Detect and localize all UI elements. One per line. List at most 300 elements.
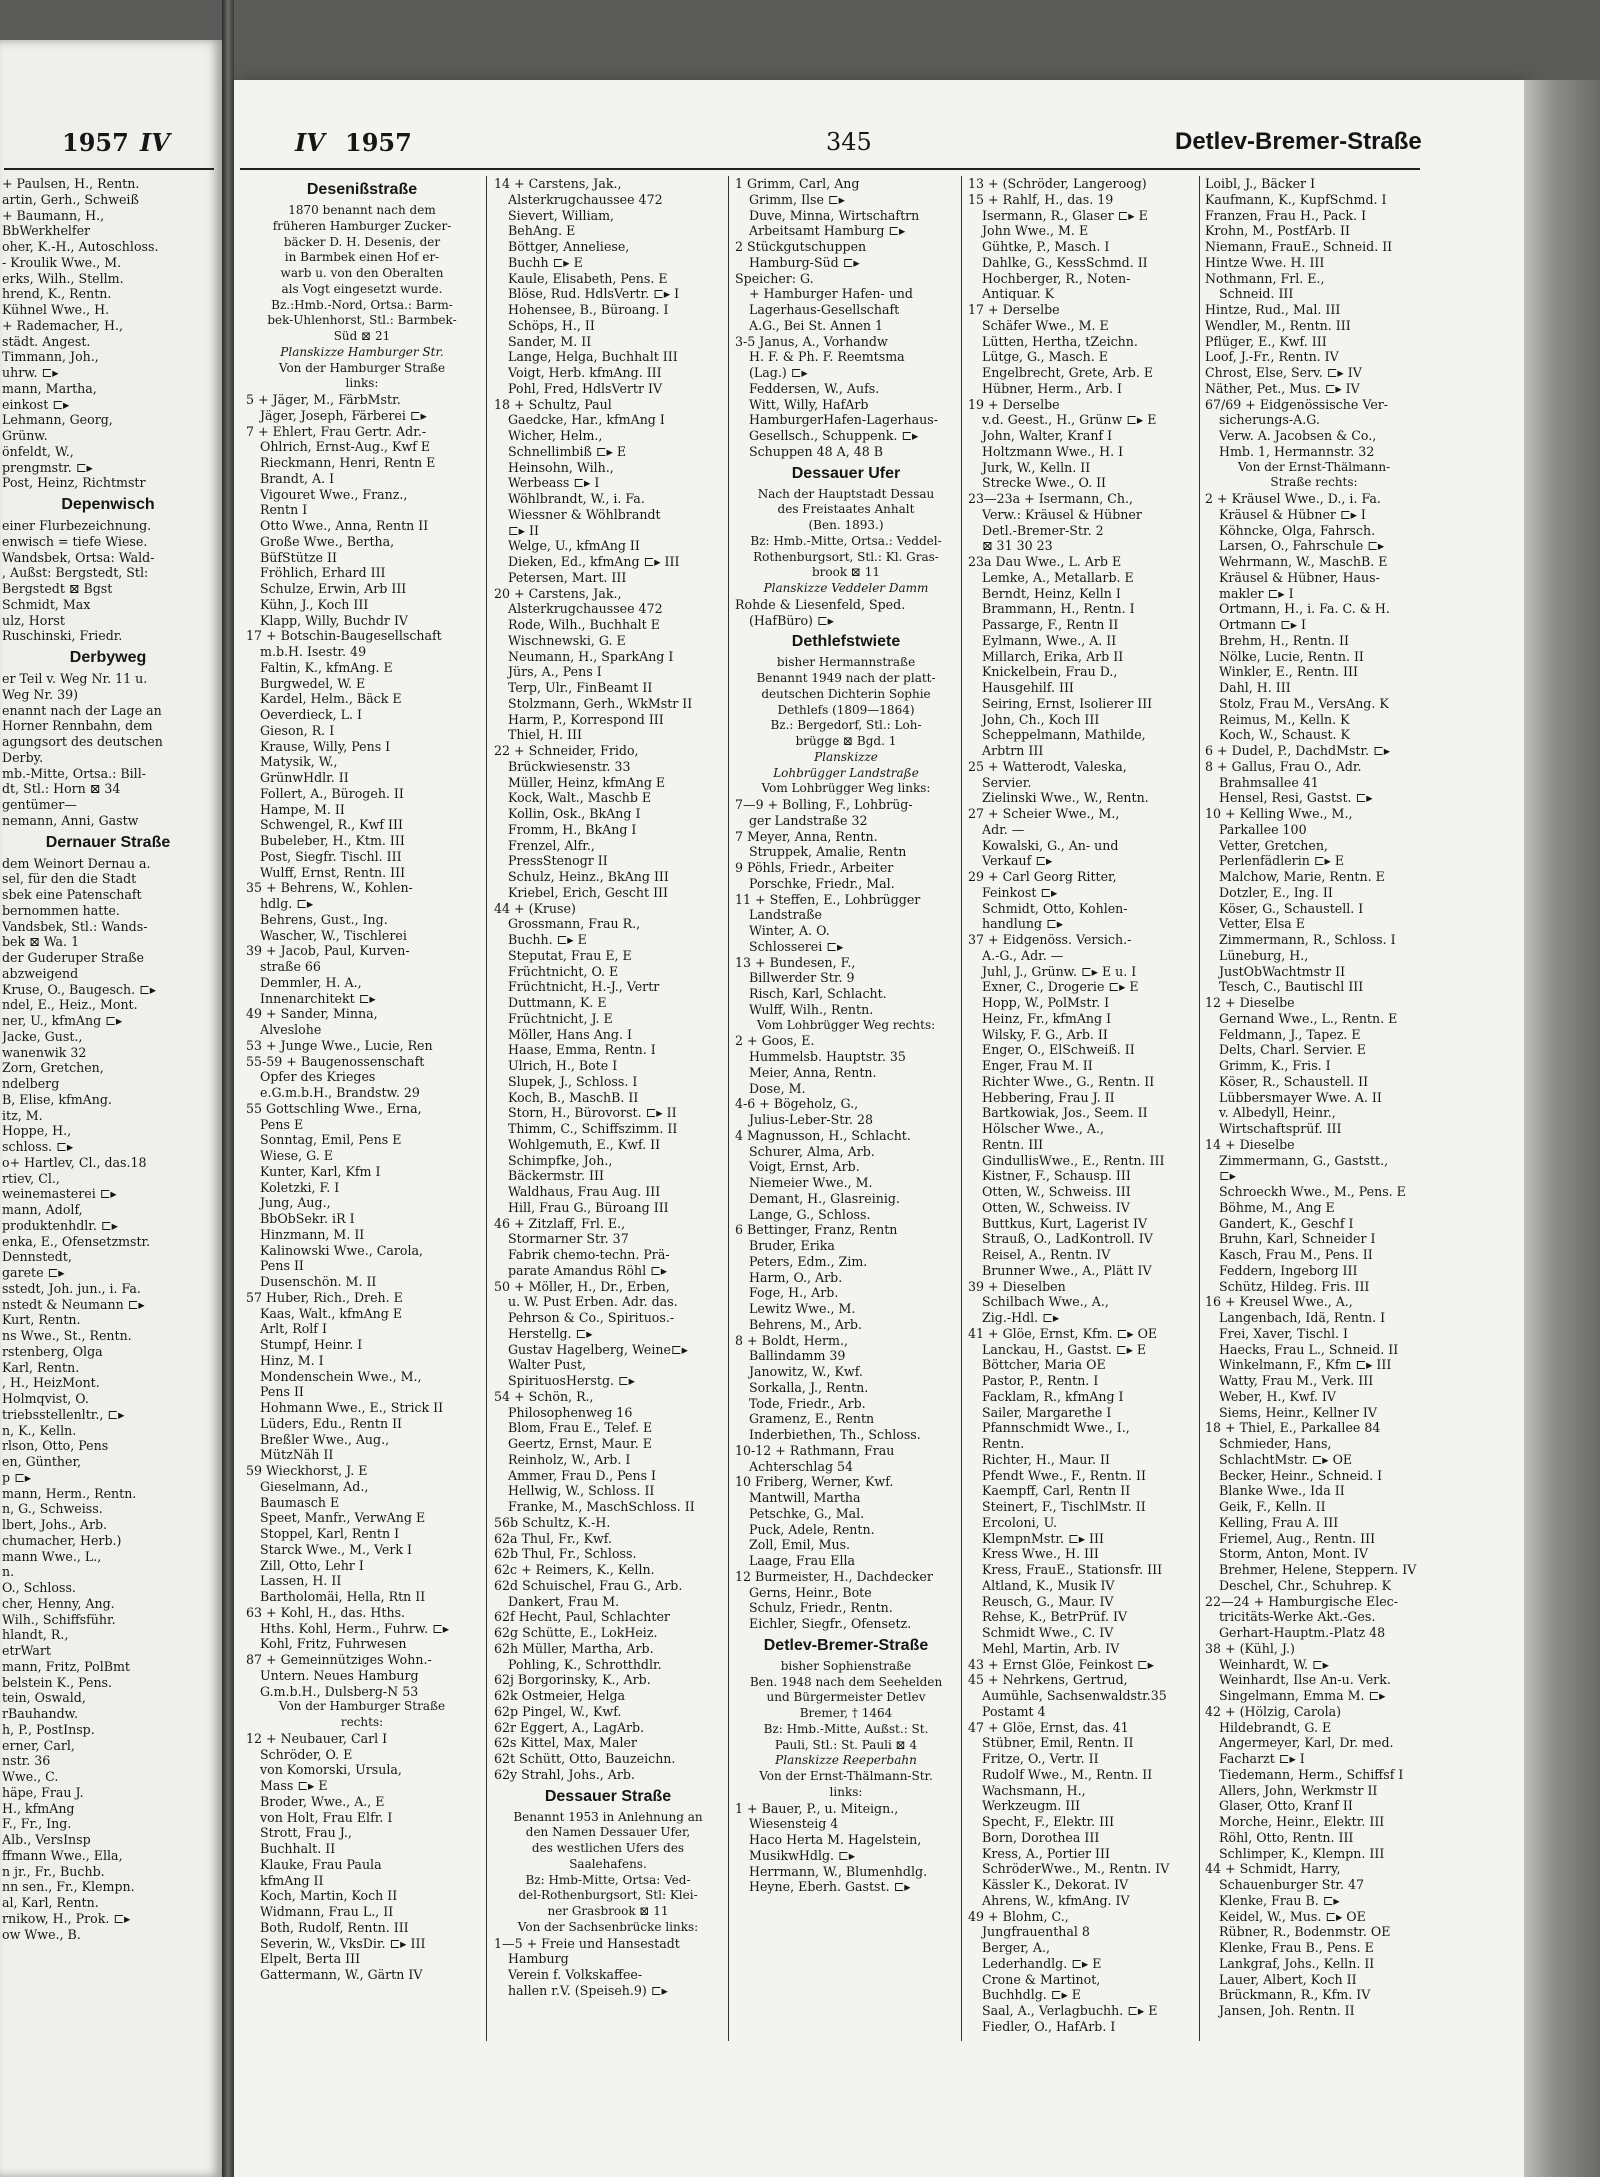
address-entry: Zorn, Gretchen, (2, 1060, 104, 1076)
resident-entry: A.-G., Adr. — (982, 947, 1064, 963)
resident-entry: Singelmann, Emma M. ⊏▸ (1219, 1688, 1386, 1703)
resident-entry: John Wwe., M. E (982, 223, 1089, 239)
resident-entry: Schulz, Friedr., Rentn. (749, 1600, 893, 1616)
address-entry: Rohde & Liesenfeld, Sped. (735, 596, 906, 612)
resident-entry: Grimm, K., Fris. I (1219, 1058, 1331, 1073)
resident-entry: Schwengel, R., Kwf III (260, 817, 403, 833)
resident-entry: Winkelmann, F., Kfm ⊏▸ III (1219, 1357, 1392, 1373)
address-entry: 22—24 + Hamburgische Elec- (1205, 1593, 1398, 1609)
address-entry: schloss. ⊏▸ (2, 1139, 74, 1154)
address-entry: 62b Thul, Fr., Schloss. (494, 1546, 637, 1562)
resident-entry: Franke, M., MaschSchloss. II (508, 1499, 695, 1514)
resident-entry: von Komorski, Ursula, (260, 1762, 402, 1778)
resident-entry: Klenke, Frau B., Pens. E (1219, 1940, 1374, 1955)
address-entry: 49 + Blohm, C., (968, 1908, 1069, 1924)
street-info-line: Ben. 1948 nach dem Seehelden (749, 1674, 943, 1689)
resident-entry: Feddersen, W., Aufs. (749, 380, 880, 396)
resident-entry: Dieken, Ed., kfmAng ⊏▸ III (508, 554, 680, 569)
resident-entry: BehAng. E (508, 223, 576, 239)
resident-entry: Verkauf ⊏▸ (982, 853, 1053, 869)
resident-entry: + Hamburger Hafen- und (749, 286, 913, 302)
resident-entry: makler ⊏▸ I (1219, 585, 1294, 601)
resident-entry: Inderbiethen, Th., Schloss. (749, 1427, 921, 1442)
resident-entry: Kress, A., Portier III (982, 1845, 1110, 1861)
resident-entry: Lewitz Wwe., M. (749, 1301, 856, 1316)
address-entry: Hoppe, H., (2, 1123, 72, 1139)
address-entry: ndelberg (2, 1076, 60, 1091)
resident-entry: Röhl, Otto, Rentn. III (1219, 1829, 1354, 1845)
address-entry: 41 + Glöe, Ernst, Kfm. ⊏▸ OE (968, 1325, 1158, 1341)
address-entry: 35 + Behrens, W., Kohlen- (246, 880, 413, 896)
resident-entry: Exner, C., Drogerie ⊏▸ E (982, 979, 1139, 995)
resident-entry: Innenarchitekt ⊏▸ (260, 990, 376, 1006)
street-info-line: Rothenburgsort, Stl.: Kl. Gras- (753, 549, 939, 564)
resident-entry: Mehl, Martin, Arb. IV (982, 1640, 1120, 1656)
resident-entry: Dankert, Frau M. (508, 1593, 620, 1609)
resident-entry: John, Walter, Kranf I (982, 428, 1113, 443)
resident-entry: Specht, F., Elektr. III (982, 1814, 1115, 1829)
resident-entry: Kaule, Elisabeth, Pens. E (508, 270, 668, 286)
address-entry: 62p Pingel, W., Kwf. (494, 1703, 622, 1719)
address-entry: 46 + Zitzlaff, Frl. E., (494, 1215, 626, 1231)
street-info-line: (Ben. 1893.) (808, 518, 884, 532)
address-entry: 2 + Kräusel Wwe., D., i. Fa. (1205, 491, 1381, 506)
resident-entry: Früchtnicht, J. E (508, 1010, 613, 1026)
address-entry: , Außst: Bergstedt, Stl: (2, 565, 149, 581)
resident-entry: Müller, Heinz, kfmAng E (508, 774, 666, 790)
resident-entry: Laage, Frau Ella (749, 1553, 856, 1568)
address-entry: 59 Wieckhorst, J. E (246, 1463, 368, 1478)
resident-entry: Otten, W., Schweiss. IV (982, 1199, 1130, 1215)
resident-entry: Lagerhaus-Gesellschaft (749, 302, 900, 317)
resident-entry: Harm, P., Korrespond III (508, 711, 664, 727)
address-entry: n, G., Schweiss. (2, 1501, 103, 1517)
resident-entry: Sailer, Margarethe I (982, 1404, 1112, 1420)
address-entry: F., Fr., Ing. (2, 1816, 72, 1832)
resident-entry: Haco Herta M. Hagelstein, (749, 1832, 922, 1847)
resident-entry: Aumühle, Sachsenwaldstr.35 (982, 1688, 1167, 1703)
resident-entry: H. F. & Ph. F. Reemtsma (749, 349, 905, 365)
resident-entry: Dusenschön. M. II (260, 1274, 377, 1289)
resident-entry: Kress Wwe., H. III (982, 1546, 1099, 1562)
address-entry: 62a Thul, Fr., Kwf. (494, 1530, 612, 1546)
street-info-line: Planskizze (814, 749, 878, 764)
address-entry: 62s Kittel, Max, Maler (494, 1735, 637, 1751)
resident-entry: Faltin, K., kfmAng. E (260, 659, 393, 675)
resident-entry: Kalinowski Wwe., Carola, (260, 1242, 424, 1258)
resident-entry: Haecks, Frau L., Schneid. II (1219, 1341, 1399, 1357)
address-entry: nstedt & Neumann ⊏▸ (2, 1296, 145, 1312)
address-entry: abzweigend (2, 965, 79, 981)
address-entry: mann, Adolf, (2, 1202, 83, 1217)
resident-entry: Strecke Wwe., O. II (982, 475, 1107, 491)
resident-entry: Kaas, Walt., kfmAng E (260, 1305, 403, 1321)
resident-entry: Stumpf, Heinr. I (260, 1337, 363, 1352)
resident-entry: Thiel, H. III (508, 727, 582, 743)
resident-entry: Demant, H., Glasreinig. (749, 1190, 900, 1206)
resident-entry: Reusch, G., Maur. IV (982, 1593, 1114, 1609)
resident-entry: hallen r.V. (Speiseh.9) ⊏▸ (508, 1982, 668, 1998)
resident-entry: Wischnewski, G. E (508, 632, 626, 648)
resident-entry: Arlt, Rolf I (260, 1321, 327, 1337)
resident-entry: Jung, Aug., (260, 1195, 331, 1211)
resident-entry: Stoppel, Karl, Rentn I (260, 1526, 400, 1541)
resident-entry: Dahl, H. III (1219, 680, 1291, 695)
resident-entry: Storn, H., Bürovorst. ⊏▸ II (508, 1105, 677, 1121)
resident-entry: Hummelsb. Hauptstr. 35 (749, 1049, 906, 1064)
resident-entry: BüfStütze II (260, 549, 337, 565)
resident-entry: Herrmann, W., Blumenhdlg. (749, 1863, 928, 1879)
resident-entry: Wulff, Wilh., Rentn. (749, 1001, 874, 1017)
resident-entry: Breßler Wwe., Aug., (260, 1431, 390, 1447)
resident-entry: Schuppen 48 A, 48 B (749, 443, 884, 459)
column-divider (961, 176, 962, 2041)
resident-entry: Koch, B., MaschB. II (508, 1089, 639, 1105)
resident-entry: Schneid. III (1219, 286, 1294, 302)
address-entry: 7 Meyer, Anna, Rentn. (735, 828, 878, 844)
resident-entry: Blöse, Rud. HdlsVertr. ⊏▸ I (508, 286, 680, 302)
address-entry: sel, für den die Stadt (2, 871, 137, 887)
street-heading: Dessauer Ufer (791, 464, 901, 482)
resident-entry: Ortmann, H., i. Fa. C. & H. (1219, 601, 1390, 617)
address-entry: enannt nach der Lage an (2, 702, 162, 718)
resident-entry: sicherungs-A.G. (1219, 412, 1320, 428)
address-entry: ulz, Horst (2, 612, 65, 628)
resident-entry: Zimmermann, R., Schloss. I (1219, 932, 1396, 947)
resident-entry: Fiedler, O., HafArb. I (982, 2018, 1116, 2034)
resident-entry: Burgwedel, W. E (260, 675, 366, 691)
address-entry: Loof, J.-Fr., Rentn. IV (1205, 349, 1339, 365)
resident-entry: Fromm, H., BkAng I (508, 821, 637, 837)
resident-entry: Klapp, Willy, Buchdr IV (260, 612, 409, 628)
address-entry: h, P., PostInsp. (2, 1721, 95, 1737)
resident-entry: Gesellsch., Schuppenk. ⊏▸ (749, 428, 919, 443)
resident-entry: Stolz, Frau M., VersAng. K (1219, 695, 1389, 711)
street-info-line: Straße rechts: (1270, 475, 1358, 490)
street-info-line: Vom Lohbrügger Weg links: (761, 781, 931, 796)
resident-entry: Schulz, Heinz., BkAng III (508, 869, 669, 884)
resident-entry: Buchhdlg. ⊏▸ E (982, 1987, 1081, 2003)
resident-entry: Struppek, Amalie, Rentn (749, 844, 907, 860)
address-entry: der Guderuper Straße (2, 950, 144, 965)
address-entry: Kruse, O., Baugesch. ⊏▸ (2, 981, 157, 997)
street-info-line: del-Rothenburgsort, Stl: Klei- (518, 1888, 698, 1903)
address-entry: 50 + Möller, H., Dr., Erben, (494, 1278, 670, 1294)
address-entry: Jacke, Gust., (2, 1028, 83, 1044)
resident-entry: Parkallee 100 (1219, 821, 1307, 837)
address-entry: Dennstedt, (2, 1249, 72, 1265)
address-entry: rnikow, H., Prok. ⊏▸ (2, 1910, 131, 1926)
resident-entry: Wascher, W., Tischlerei (260, 927, 407, 943)
resident-entry: Matysik, W., (260, 754, 338, 770)
street-info-line: 1870 benannt nach dem (288, 203, 436, 217)
resident-entry: Hausgehilf. III (982, 680, 1074, 695)
resident-entry: Rudolf Wwe., M., Rentn. II (982, 1766, 1153, 1782)
resident-entry: Früchtnicht, H.-J., Vertr (508, 979, 660, 995)
resident-entry: Zig.-Hdl. ⊏▸ (982, 1310, 1060, 1325)
resident-entry: Zielinski Wwe., W., Rentn. (982, 790, 1149, 806)
resident-entry: Alsterkrugchaussee 472 (508, 601, 663, 617)
header-rule-left (4, 168, 214, 170)
resident-entry: Heyne, Eberh. Gastst. ⊏▸ (749, 1879, 911, 1895)
resident-entry: Meier, Anna, Rentn. (749, 1064, 877, 1080)
resident-entry: Engelbrecht, Grete, Arb. E (982, 365, 1154, 380)
address-entry: 23a Dau Wwe., L. Arb E (968, 554, 1122, 569)
address-entry: 44 + Schmidt, Harry, (1205, 1861, 1341, 1877)
address-entry: 87 + Gemeinnütziges Wohn.- (246, 1652, 432, 1667)
address-entry: O., Schloss. (2, 1580, 76, 1595)
address-entry: sbek eine Patenschaft (2, 887, 142, 902)
resident-entry: Alsterkrugchaussee 472 (508, 191, 663, 207)
address-entry: Speicher: G. (735, 270, 814, 286)
address-entry: Wendler, M., Rentn. III (1205, 317, 1351, 333)
resident-entry: Eichler, Siegfr., Ofensetz. (749, 1616, 912, 1631)
address-entry: 10-12 + Rathmann, Frau (735, 1442, 895, 1458)
resident-entry: Otten, W., Schweiss. III (982, 1184, 1131, 1199)
address-entry: 12 + Dieselbe (1205, 995, 1295, 1010)
street-info-line: Lohbrügger Landstraße (773, 765, 919, 780)
address-entry: 13 + (Schröder, Langeroog) (968, 176, 1147, 191)
resident-entry: Jungfrauenthal 8 (982, 1924, 1090, 1940)
resident-entry: Richter Wwe., G., Rentn. II (982, 1073, 1155, 1089)
address-entry: ner, U., kfmAng ⊏▸ (2, 1013, 123, 1028)
address-entry: 3-5 Janus, A., Vorhandw (735, 333, 888, 349)
address-entry: enka, E., Ofensetzmstr. (2, 1233, 151, 1249)
resident-entry: MusikwHdlg. ⊏▸ (749, 1847, 856, 1863)
address-entry: ffmann Wwe., Ella, (2, 1847, 123, 1863)
address-entry: 62c + Reimers, K., Kelln. (494, 1562, 655, 1577)
address-entry: 62h Müller, Martha, Arb. (494, 1640, 654, 1656)
address-entry: nemann, Anni, Gastw (2, 812, 139, 828)
address-entry: 4-6 + Bögeholz, G., (735, 1096, 859, 1112)
resident-entry: Zill, Otto, Lehr I (260, 1557, 364, 1573)
resident-entry: Scheppelmann, Mathilde, (982, 727, 1146, 743)
address-entry: al, Karl, Rentn. (2, 1895, 99, 1910)
resident-entry: Köser, G., Schaustell. I (1219, 900, 1364, 916)
address-entry: Wandsbek, Ortsa: Wald- (2, 549, 155, 565)
resident-entry: Oeverdieck, L. I (260, 707, 362, 722)
street-info-line: Bremer, † 1464 (799, 1706, 893, 1720)
resident-entry: ger Landstraße 32 (749, 812, 868, 828)
address-entry: Kaufmann, K., KupfSchmd. I (1205, 191, 1387, 207)
resident-entry: Feldmann, J., Tapez. E (1219, 1026, 1361, 1042)
resident-entry: Rieckmann, Henri, Rentn E (260, 455, 436, 470)
resident-entry: Berndt, Heinz, Kelln I (982, 585, 1121, 601)
directory-column-left-page (2, 176, 214, 2046)
resident-entry: Arbeitsamt Hamburg ⊏▸ (749, 223, 906, 239)
resident-entry: Lauer, Albert, Koch II (1219, 1971, 1357, 1987)
address-entry: 42 + (Hölzig, Carola) (1205, 1703, 1342, 1719)
resident-entry: Rehse, K., BetrPrüf. IV (982, 1609, 1128, 1625)
resident-entry: (Lag.) ⊏▸ (749, 365, 808, 380)
address-entry: 5 + Jäger, M., FärbMstr. (246, 392, 401, 407)
address-entry: 53 + Junge Wwe., Lucie, Ren (246, 1037, 433, 1053)
resident-entry: Vigouret Wwe., Franz., (260, 486, 408, 502)
resident-entry: Siems, Heinr., Kellner IV (1219, 1404, 1377, 1420)
address-entry: Hintze, Rud., Mal. III (1205, 302, 1341, 317)
address-entry: Franzen, Frau H., Pack. I (1205, 207, 1367, 223)
resident-entry: Speet, Manfr., VerwAng E (260, 1510, 426, 1526)
resident-entry: Sonntag, Emil, Pens E (260, 1132, 402, 1148)
resident-entry: Landstraße (749, 907, 822, 923)
address-entry: einkost ⊏▸ (2, 396, 70, 412)
address-entry: Niemann, FrauE., Schneid. II (1205, 239, 1393, 254)
resident-entry: Herstellg. ⊏▸ (508, 1325, 593, 1341)
street-heading: Desenißstraße (306, 181, 418, 198)
resident-entry: Grossmann, Frau R., (508, 916, 641, 932)
address-entry: 2 + Goos, E. (735, 1033, 815, 1049)
street-info-line: links: (345, 376, 379, 391)
resident-entry: Larsen, O., Fahrschule ⊏▸ (1219, 538, 1385, 554)
resident-entry: Hamburg (508, 1951, 569, 1967)
resident-entry: Pastor, P., Rentn. I (982, 1373, 1099, 1388)
resident-entry: Angermeyer, Karl, Dr. med. (1219, 1735, 1394, 1751)
resident-entry: Lange, G., Schloss. (749, 1206, 871, 1222)
address-entry: ns Wwe., St., Rentn. (2, 1328, 132, 1343)
resident-entry: Friemel, Aug., Rentn. III (1219, 1530, 1376, 1546)
resident-entry: Schröder, O. E (260, 1746, 353, 1762)
resident-entry: Philosophenweg 16 (508, 1404, 633, 1420)
resident-entry: Weber, H., Kwf. IV (1219, 1388, 1336, 1404)
resident-entry: Ercoloni, U. (982, 1514, 1058, 1530)
resident-entry: Servier. (982, 774, 1032, 790)
address-entry: H., kfmAng (2, 1800, 75, 1816)
resident-entry: Puck, Adele, Rentn. (749, 1521, 875, 1537)
address-entry: Wwe., C. (2, 1769, 59, 1784)
address-entry: häpe, Frau J. (2, 1784, 84, 1800)
resident-entry: Fabrik chemo-techn. Prä- (508, 1247, 670, 1262)
resident-entry: Kühn, J., Koch III (260, 596, 369, 612)
resident-entry: Rentn I (260, 502, 308, 518)
address-entry: bek ⊠ Wa. 1 (2, 934, 80, 950)
resident-entry: m.b.H. Isestr. 49 (260, 644, 367, 659)
address-entry: agungsort des deutschen (2, 734, 163, 749)
resident-entry: Brehmer, Helene, Steppern. IV (1219, 1562, 1417, 1577)
address-entry: p ⊏▸ (2, 1469, 32, 1485)
resident-entry: Ulrich, H., Bote I (508, 1058, 618, 1073)
address-entry: Schmidt, Max (2, 596, 91, 612)
resident-entry: Werbeass ⊏▸ I (508, 475, 600, 491)
resident-entry: Lütge, G., Masch. E (982, 349, 1108, 365)
address-entry: ndel, E., Heiz., Mont. (2, 997, 138, 1013)
resident-entry: Ortmann ⊏▸ I (1219, 617, 1307, 632)
address-entry: - Kroulik Wwe., M. (2, 254, 122, 270)
resident-entry: Untern. Neues Hamburg (260, 1667, 419, 1683)
street-info-line: Saalehafens. (569, 1856, 647, 1871)
resident-entry: Früchtnicht, O. E (508, 963, 619, 979)
resident-entry: Wiese, G. E (260, 1148, 333, 1163)
resident-entry: G.m.b.H., Dulsberg-N 53 (260, 1683, 419, 1699)
address-entry: Karl, Rentn. (2, 1359, 80, 1375)
resident-entry: Winkler, E., Rentn. III (1219, 664, 1358, 680)
resident-entry: Hinzmann, M. II (260, 1226, 365, 1242)
resident-entry: Steputat, Frau E, E (508, 947, 632, 963)
resident-entry: Tesch, C., Bautischl III (1219, 979, 1364, 995)
street-info-line: Bz: Hmb-Mitte, Ortsa: Ved- (525, 1872, 691, 1887)
resident-entry: Bruhn, Karl, Schneider I (1219, 1231, 1376, 1247)
left-page-volume: IV (140, 128, 170, 157)
resident-entry: Allers, John, Werkmstr II (1219, 1782, 1378, 1798)
resident-entry: Gühtke, P., Masch. I (982, 239, 1110, 254)
resident-entry: Dotzler, E., Ing. II (1219, 884, 1333, 900)
address-entry: 14 + Carstens, Jak., (494, 176, 622, 191)
resident-entry: Holtzmann Wwe., H. I (982, 443, 1124, 459)
street-info-line: in Barmbek einen Hof er- (284, 250, 440, 265)
address-entry: 6 + Dudel, P., DachdMstr. ⊏▸ (1205, 743, 1391, 758)
address-entry: nn sen., Fr., Klempn. (2, 1879, 135, 1895)
resident-entry: Schurer, Alma, Arb. (749, 1143, 875, 1159)
resident-entry: Koch, W., Schaust. K (1219, 727, 1350, 743)
resident-entry: Lütten, Hertha, tZeichn. (982, 333, 1138, 349)
resident-entry: Fritze, O., Vertr. II (982, 1751, 1099, 1766)
resident-entry: Schütz, Hildeg. Fris. III (1219, 1278, 1370, 1294)
resident-entry: Stolzmann, Gerh., WkMstr II (508, 695, 693, 711)
resident-entry: Eylmann, Wwe., A. II (982, 632, 1117, 648)
street-info-line: Pauli, Stl.: St. Pauli ⊠ 4 (774, 1737, 918, 1752)
address-entry: en, Günther, (2, 1454, 82, 1469)
address-entry: 4 Magnusson, H., Schlacht. (735, 1127, 911, 1143)
address-entry: 54 + Schön, R., (494, 1388, 594, 1404)
column-divider (1199, 176, 1200, 2041)
resident-entry: Niemeier Wwe., M. (749, 1175, 873, 1190)
resident-entry: Ohlrich, Ernst-Aug., Kwf E (260, 439, 431, 455)
street-info-line: Planskizze Veddeler Damm (763, 581, 929, 595)
resident-entry: Grimm, Ilse ⊏▸ (749, 191, 845, 207)
page-volume: IV (295, 128, 325, 157)
resident-entry: Nölke, Lucie, Rentn. II (1219, 648, 1364, 664)
resident-entry: Bartholomäi, Hella, Rtn II (260, 1589, 426, 1604)
address-entry: etrWart (2, 1643, 51, 1658)
resident-entry: Gieson, R. I (260, 722, 335, 738)
resident-entry: SpirituosHerstg. ⊏▸ (508, 1373, 636, 1388)
resident-entry: Billwerder Str. 9 (749, 970, 855, 986)
street-info-line: ner Grasbrook ⊠ 11 (547, 1904, 669, 1918)
street-info-line: bisher Hermannstraße (776, 655, 916, 670)
resident-entry: Wilsky, F. G., Arb. II (982, 1026, 1108, 1042)
resident-entry: Crone & Martinot, (982, 1971, 1101, 1987)
resident-entry: Kock, Walt., Maschb E (508, 790, 652, 806)
resident-entry: Demmler, H. A., (260, 974, 362, 990)
resident-entry: PressStenogr II (508, 853, 608, 869)
street-info-line: Bz.: Bergedorf, Stl.: Loh- (770, 718, 922, 733)
address-entry: 37 + Eidgenöss. Versich.- (968, 932, 1132, 947)
address-entry: 2 Stückgutschuppen (735, 239, 867, 254)
resident-entry: Geertz, Ernst, Maur. E (508, 1436, 652, 1451)
directory-column-2 (494, 176, 722, 2046)
resident-entry: Bubeleber, H., Ktm. III (260, 833, 405, 848)
street-info-line: Planskizze Reeperbahn (775, 1753, 917, 1768)
address-entry: 25 + Watterodt, Valeska, (968, 758, 1127, 774)
address-entry: n, K., Kelln. (2, 1422, 77, 1438)
resident-entry: Petersen, Mart. III (508, 569, 627, 585)
address-entry: nstr. 36 (2, 1753, 51, 1769)
resident-entry: Brandt, A. I (260, 470, 335, 486)
resident-entry: SchröderWwe., M., Rentn. IV (982, 1861, 1170, 1877)
address-entry: sstedt, Joh. jun., i. Fa. (2, 1280, 141, 1296)
resident-entry: Mass ⊏▸ E (260, 1778, 328, 1793)
resident-entry: Kohl, Fritz, Fuhrwesen (260, 1636, 407, 1652)
address-entry: 55 Gottschling Wwe., Erna, (246, 1100, 422, 1116)
resident-entry: Morche, Heinr., Elektr. III (1219, 1814, 1385, 1829)
street-info-line: Von der Sachsenbrücke links: (517, 1919, 699, 1934)
address-entry: Post, Heinz, Richtmstr (2, 475, 146, 491)
resident-entry: Lemke, A., Metallarb. E (982, 569, 1134, 585)
address-entry: Vandsbek, Stl.: Wands- (2, 918, 148, 934)
address-entry: + Rademacher, H., (2, 317, 124, 333)
resident-entry: Terp, Ulr., FinBeamt II (508, 680, 653, 695)
resident-entry: Gaedcke, Har., kfmAng I (508, 412, 665, 428)
resident-entry: Enger, Frau M. II (982, 1058, 1093, 1073)
